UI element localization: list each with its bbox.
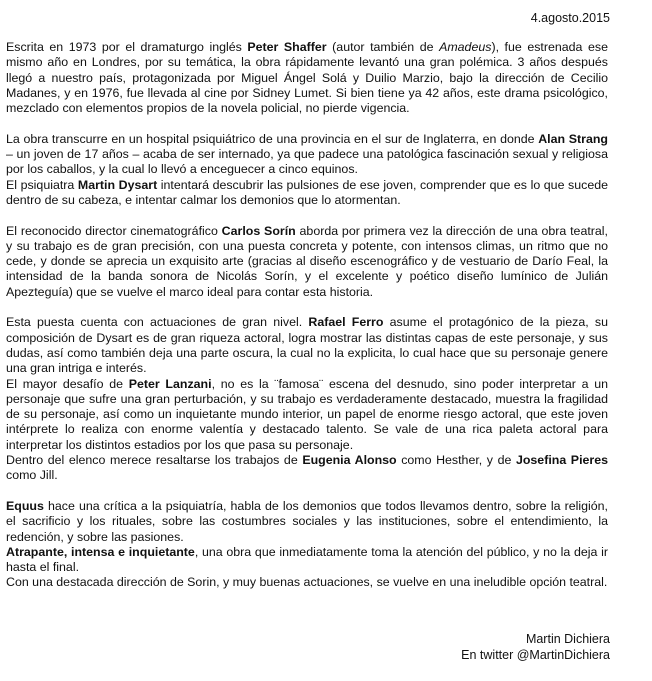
paragraph-line [6,377,608,453]
text-run: ), fue estrenada ese mismo año en Londres, por su temática, la obra rápidamente levantó una gran polémica. 3 años después llegó a nuestro país, protagonizada por Miguel Ángel Solá y Duilio Marzio, bajo la dirección de Cecilio Madanes, y en 1976, fue llevada al cine por Sidney Lumet. Si bien tiene ya 42 años, este drama psicológico, mezclado con elementos propios de la novela policial, no pierde vigencia. [6,40,608,116]
article-paragraph [6,224,608,300]
italic-title: Amadeus [439,40,492,54]
author-name: Martin Dichiera [525,632,610,646]
paragraph-line [6,315,608,376]
text-run: intentará descubrir las pulsiones de ese joven, comprender que es lo que sucede dentro de su cabeza, e intentar calmar los demonios que lo atormentan. [6,177,608,207]
paragraph-line [6,132,608,178]
text-run: El reconocido director cinematográfico [6,223,222,238]
author-twitter: En twitter @MartinDichiera [461,647,610,662]
paragraph-line [6,575,608,590]
article-paragraph [6,40,608,116]
text-run: , no es la ¨famosa¨ escena del desnudo, sino poder interpretar a un personaje que sufre una gran perturbación, y su trabajo es verdaderamente destacado, muestra la fragilidad de su personaje, así como un inquietante mundo interior, un papel de enorme riesgo actoral, que este joven intérprete lo realiza con enorme valentía y destacado talento. Se vale de una rica paleta actoral para interpretar los distintos estadios por los que pasa su personaje. [6,376,608,452]
text-run: – un joven de 17 años – acaba de ser internado, ya que padece una patológica fascinación sexual y religiosa por los caballos, y la cual lo llevó a enceguecer a cinco equinos. [6,147,608,177]
text-run: como Hesther, y de [396,453,516,468]
paragraph-line [6,178,608,209]
article-date: 4.agosto.2015 [530,11,610,25]
text-run: hace una crítica a la psiquiatría, habla de los demonios que todos llevamos dentro, sobre la religión, el sacrificio y los rituales, sobre las costumbres sociales y las instituciones, sobre el entendimiento, la redención, y sobre las pasiones. [6,498,608,544]
paragraph-line [6,499,608,545]
paragraph-line [6,545,608,576]
emphasis-name: Equus [6,498,44,513]
emphasis-name: Carlos Sorín [221,223,296,238]
article-paragraph [6,499,608,591]
text-run: Con una destacada dirección de Sorin, y muy buenas actuaciones, se vuelve en una ineludible opción teatral. [6,575,608,590]
text-run: El psiquiatra [6,177,78,192]
article-paragraph [6,315,608,483]
emphasis-name: Atrapante, intensa e inquietante [6,544,195,559]
emphasis-name: Peter Lanzani [128,376,212,391]
paragraph-line [6,224,608,300]
article-body [6,40,608,606]
article-paragraph [6,132,608,208]
emphasis-name: Rafael Ferro [308,315,384,330]
paragraph-line [6,453,608,484]
signature-block [461,632,610,663]
text-run: Escrita en 1973 por el dramaturgo inglés [6,40,248,54]
text-run: Esta puesta cuenta con actuaciones de gran nivel. [6,315,309,330]
emphasis-name: Josefina Pieres [515,453,609,468]
text-run: como Jill. [6,468,58,483]
text-run: (autor también de [326,40,440,54]
emphasis-name: Alan Strang [538,131,608,146]
emphasis-name: Peter Shaffer [247,40,327,54]
emphasis-name: Martin Dysart [77,177,158,192]
text-run: , una obra que inmediatamente toma la atención del público, y no la deja ir hasta el final. [6,544,608,575]
text-run: El mayor desafío de [6,376,129,391]
text-run: asume el protagónico de la pieza, su composición de Dysart es de gran riqueza actoral, logra mostrar las distintas capas de este personaje, y sus dudas, así como también deja una parte oscura, la cual no la explicita, lo cual hace que su personaje genere una gran intriga e interés. [6,315,608,376]
text-run: La obra transcurre en un hospital psiquiátrico de una provincia en el sur de Inglaterra, en donde [6,131,539,146]
text-run: Dentro del elenco merece resaltarse los trabajos de [6,453,303,468]
paragraph-line [6,40,608,116]
text-run: aborda por primera vez la dirección de una obra teatral, y su trabajo es de gran precisión, con una puesta concreta y potente, con intensos climas, un ritmo que no cede, y donde se aprecia un exquisito arte (gracias al diseño escenográfico y de vestuario de Darío Feal, la intensidad de la banda sonora de Nicolás Sorín, y el excelente y poético diseño lumínico de Julián Apezteguía) que se vuelve el marco ideal para contar esta historia. [6,223,608,299]
emphasis-name: Eugenia Alonso [302,453,397,468]
